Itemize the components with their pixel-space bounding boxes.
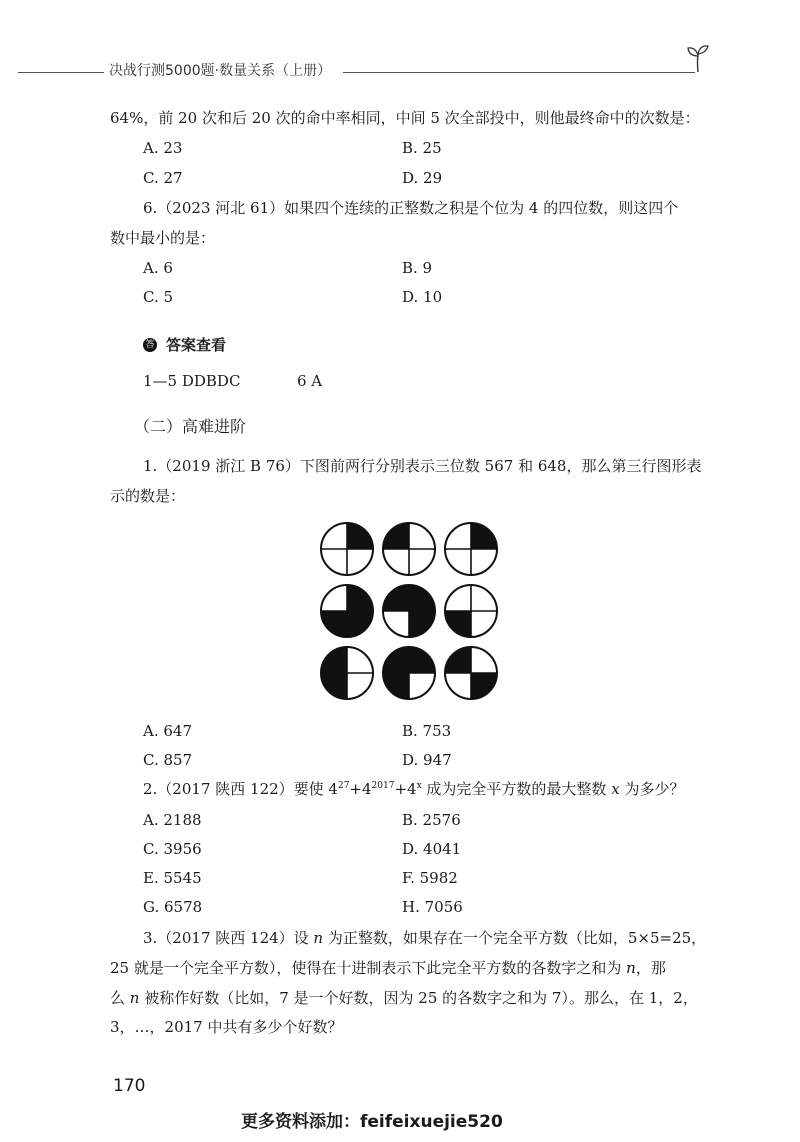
p3-line1-a: 3.（2017 陕西 124）设 [143,929,314,947]
header-rule-left [18,72,104,73]
p1-option-b: B. 753 [402,722,452,740]
answers-line-part2: 6 A [297,372,323,390]
p2-option-e: E. 5545 [143,869,202,887]
answers-line-part1: 1—5 DDBDC [143,372,241,390]
p3-stem-line2 [110,958,666,978]
p1-option-a: A. 647 [143,722,192,740]
p2-variable: x [611,780,620,798]
p3-line3-b: 被称作好数（比如，7 是一个好数，因为 25 的各数字之和为 7）。那么，在 1，2， [139,989,698,1007]
q6-option-c: C. 5 [143,288,174,306]
p2-option-a: A. 2188 [143,811,202,829]
p2-exponent-2: 2017 [371,781,395,791]
q6-option-b: B. 9 [402,259,433,277]
quartered-circle-1-1 [321,523,373,575]
q5-option-c: C. 27 [143,169,183,187]
q5-option-d: D. 29 [402,169,443,187]
p2-option-c: C. 3956 [143,840,202,858]
section-title: （二）高难进阶 [134,417,247,436]
p2-option-h: H. 7056 [402,898,463,916]
q5-option-b: B. 25 [402,139,442,157]
p2-option-g: G. 6578 [143,898,203,916]
quartered-circle-2-1 [321,585,373,637]
p1-option-c: C. 857 [143,751,193,769]
p2-stem-mid1: +4 [349,780,372,798]
quartered-circle-2-3 [445,585,497,637]
p3-line2-a: 25 就是一个完全平方数），使得在十进制表示下此完全平方数的各数字之和为 [110,959,627,977]
running-header-title: 决战行测5000题·数量关系（上册） [109,63,332,79]
quartered-circle-3-2 [383,647,435,699]
quartered-circle-1-3 [445,523,497,575]
q6-option-a: A. 6 [143,259,173,277]
p1-option-d: D. 947 [402,751,452,769]
p3-stem-line4: 3，…，2017 中共有多少个好数？ [110,1018,343,1036]
p2-stem [143,779,684,799]
p3-line1-var: n [313,929,324,947]
page-number: 170 [113,1076,146,1096]
quartered-circle-2-2 [383,585,435,637]
q6-option-d: D. 10 [402,288,443,306]
p3-stem-line1 [143,928,706,948]
p2-option-b: B. 2576 [402,811,461,829]
p2-stem-post2: 为多少？ [619,780,685,798]
p2-stem-mid2: +4 [394,780,417,798]
circle-figure-grid [318,518,498,704]
p3-line3-a: 么 [110,989,130,1007]
q6-stem-line1: 6.（2023 河北 61）如果四个连续的正整数之积是个位为 4 的四位数，则这四个 [143,199,679,217]
p3-line3-var: n [129,989,140,1007]
sprout-icon [684,42,712,74]
quartered-circle-3-3 [445,647,497,699]
p3-line2-var: n [626,959,636,977]
p3-stem-line3 [110,988,698,1008]
answer-badge-icon: 答 [143,338,157,352]
quartered-circle-1-2 [383,523,435,575]
p3-line1-b: 为正整数，如果存在一个完全平方数（比如，5×5=25， [323,929,707,947]
p1-stem-line1: 1.（2019 浙江 B 76）下图前两行分别表示三位数 567 和 648，那么第三行图形表 [143,457,702,475]
q5-option-a: A. 23 [143,139,183,157]
q5-stem-continuation: 64%，前 20 次和后 20 次的命中率相同，中间 5 次全部投中，则他最终命中的次数是： [110,109,700,127]
p2-option-d: D. 4041 [402,840,462,858]
p3-line2-b: ，那 [635,959,666,977]
p1-stem-line2: 示的数是： [110,487,186,505]
footer-contact: 更多资料添加：feifeixuejie520 [241,1112,503,1132]
answers-heading: 答案查看 [166,336,227,354]
p2-exponent-1: 27 [337,781,350,791]
p2-stem-pre: 2.（2017 陕西 122）要使 4 [143,780,338,798]
quartered-circle-3-1 [321,647,373,699]
p2-stem-post1: 成为完全平方数的最大整数 [421,780,612,798]
q6-stem-line2: 数中最小的是： [110,229,216,247]
p2-exponent-3: x [416,781,422,791]
header-rule-right [343,72,695,73]
p2-option-f: F. 5982 [402,869,458,887]
